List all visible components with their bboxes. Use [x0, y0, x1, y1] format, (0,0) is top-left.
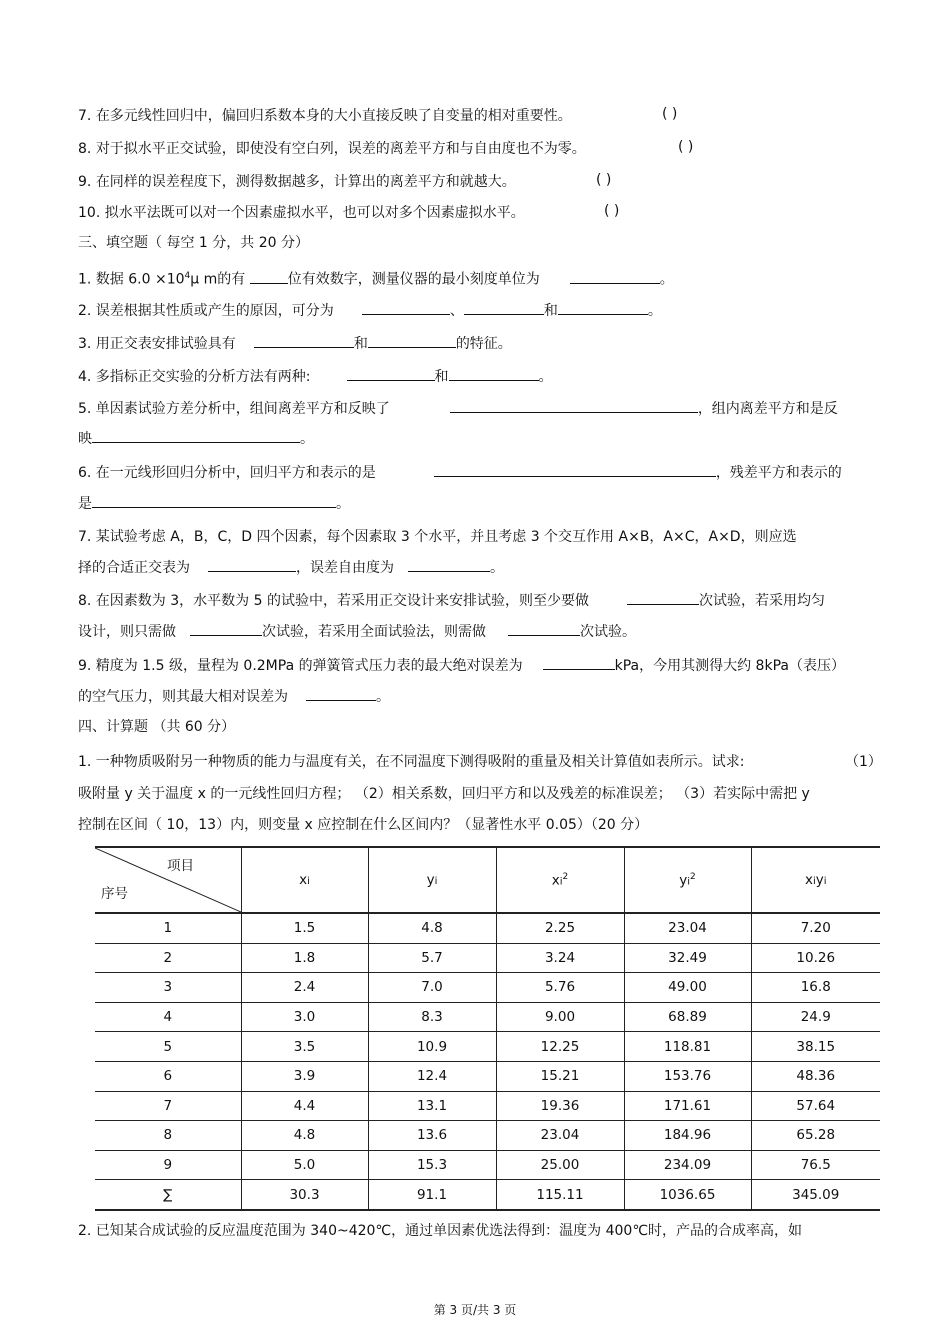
blank[interactable] — [254, 333, 354, 348]
judge-mark-8: ( ) — [678, 139, 694, 155]
table-cell: 12.4 — [368, 1061, 496, 1091]
table-cell: 2 — [95, 943, 241, 973]
table-cell: 1.5 — [241, 913, 368, 943]
table-cell: 3.5 — [241, 1032, 368, 1062]
table-cell: 23.04 — [496, 1121, 624, 1151]
table-cell: 8.3 — [368, 1002, 496, 1032]
blank[interactable] — [306, 686, 376, 701]
table-cell: 3.0 — [241, 1002, 368, 1032]
table-row — [95, 1180, 880, 1210]
table-row — [95, 1002, 880, 1032]
table-cell: 25.00 — [496, 1150, 624, 1180]
table-corner-cell — [95, 847, 241, 913]
table-cell: 76.5 — [751, 1150, 880, 1180]
table-cell: 19.36 — [496, 1091, 624, 1121]
blank[interactable] — [627, 590, 699, 605]
table-cell: 15.21 — [496, 1061, 624, 1091]
table-cell: 4.4 — [241, 1091, 368, 1121]
blank[interactable] — [250, 269, 288, 284]
fill-heading: 三、填空题（ 每空 1 分，共 20 分） — [78, 235, 309, 251]
blank[interactable] — [434, 462, 716, 477]
table-cell: 184.96 — [624, 1121, 751, 1151]
table-cell: ∑ — [95, 1180, 241, 1210]
table-cell: 10.26 — [751, 943, 880, 973]
col-header-xi2: $xi^2$ — [496, 847, 624, 913]
calc-q1-line1-tail: （1） — [845, 754, 882, 770]
table-cell: 4 — [95, 1002, 241, 1032]
data-table — [95, 846, 880, 1211]
calc-heading: 四、计算题 （共 60 分） — [78, 719, 236, 735]
fill-q5-line2: 映 。 — [78, 428, 314, 449]
blank[interactable] — [208, 557, 296, 572]
fill-q4: 4. 多指标正交实验的分析方法有两种: 和 。 — [78, 366, 553, 387]
table-cell: 13.6 — [368, 1121, 496, 1151]
table-cell: 345.09 — [751, 1180, 880, 1210]
table-row — [95, 913, 880, 943]
table-cell: 68.89 — [624, 1002, 751, 1032]
corner-label-index: 序号 — [101, 886, 128, 902]
table-cell: 57.64 — [751, 1091, 880, 1121]
table-cell: 118.81 — [624, 1032, 751, 1062]
table-row — [95, 943, 880, 973]
table-cell: 2.25 — [496, 913, 624, 943]
col-header-xiyi: xiyi — [751, 847, 880, 913]
table-cell: 3.9 — [241, 1061, 368, 1091]
table-cell: 2.4 — [241, 973, 368, 1003]
judge-item-7: 7. 在多元线性回归中，偏回归系数本身的大小直接反映了自变量的相对重要性。 — [78, 108, 572, 124]
blank[interactable] — [508, 621, 580, 636]
table-cell: 32.49 — [624, 943, 751, 973]
calc-q2-line1: 2. 已知某合成试验的反应温度范围为 340~420℃，通过单因素优选法得到：温度为 400℃时，产品的合成率高，如 — [78, 1223, 803, 1239]
judge-mark-7: ( ) — [662, 106, 678, 122]
fill-q6-line2: 是 。 — [78, 493, 350, 514]
table-cell: 234.09 — [624, 1150, 751, 1180]
judge-mark-9: ( ) — [596, 172, 612, 188]
blank[interactable] — [450, 398, 698, 413]
table-cell: 49.00 — [624, 973, 751, 1003]
calc-q1-line3: 控制在区间（ 10，13）内，则变量 x 应控制在什么区间内？（显著性水平 0.05）（20 分） — [78, 817, 649, 833]
table-cell: 1036.65 — [624, 1180, 751, 1210]
table-row — [95, 1150, 880, 1180]
table-cell: 24.9 — [751, 1002, 880, 1032]
table-cell: 5.0 — [241, 1150, 368, 1180]
table-cell: 4.8 — [368, 913, 496, 943]
table-cell: 1.8 — [241, 943, 368, 973]
table-cell: 15.3 — [368, 1150, 496, 1180]
table-cell: 153.76 — [624, 1061, 751, 1091]
blank[interactable] — [408, 557, 490, 572]
table-cell: 3 — [95, 973, 241, 1003]
blank[interactable] — [570, 269, 660, 284]
table-cell: 38.15 — [751, 1032, 880, 1062]
blank[interactable] — [464, 300, 544, 315]
fill-q8-line1: 8. 在因素数为 3，水平数为 5 的试验中，若采用正交设计来安排试验，则至少要做 次试验，若采用均匀 — [78, 590, 825, 611]
table-cell: 6 — [95, 1061, 241, 1091]
table-cell: 7.0 — [368, 973, 496, 1003]
calc-q1-line2: 吸附量 y 关于温度 x 的一元线性回归方程； （2）相关系数，回归平方和以及残差的标准误差； （3）若实际中需把 y — [78, 786, 810, 802]
table-row — [95, 1121, 880, 1151]
table-cell: 5.7 — [368, 943, 496, 973]
table-cell: 7.20 — [751, 913, 880, 943]
fill-q5-line1: 5. 单因素试验方差分析中，组间离差平方和反映了 ，组内离差平方和是反 — [78, 398, 838, 419]
blank[interactable] — [558, 300, 648, 315]
table-cell: 115.11 — [496, 1180, 624, 1210]
judge-item-10: 10. 拟水平法既可以对一个因素虚拟水平，也可以对多个因素虚拟水平。 — [78, 205, 525, 221]
table-row — [95, 1091, 880, 1121]
judge-item-8: 8. 对于拟水平正交试验，即使没有空白列，误差的离差平方和与自由度也不为零。 — [78, 141, 586, 157]
blank[interactable] — [347, 366, 435, 381]
blank[interactable] — [449, 366, 539, 381]
table-cell: 9.00 — [496, 1002, 624, 1032]
table-row — [95, 973, 880, 1003]
table-cell: 48.36 — [751, 1061, 880, 1091]
blank[interactable] — [362, 300, 450, 315]
blank[interactable] — [92, 493, 336, 508]
table-cell: 30.3 — [241, 1180, 368, 1210]
table-cell: 12.25 — [496, 1032, 624, 1062]
blank[interactable] — [190, 621, 262, 636]
blank[interactable] — [92, 428, 300, 443]
table-cell: 171.61 — [624, 1091, 751, 1121]
table-cell: 5 — [95, 1032, 241, 1062]
table-row — [95, 1032, 880, 1062]
fill-q8-line2: 设计，则只需做 次试验，若采用全面试验法，则需做 次试验。 — [78, 621, 636, 642]
calc-q1-line1: 1. 一种物质吸附另一种物质的能力与温度有关，在不同温度下测得吸附的重量及相关计算值如表所示。试求: — [78, 754, 745, 770]
table-cell: 16.8 — [751, 973, 880, 1003]
col-header-xi: xi — [241, 847, 368, 913]
table-cell: 65.28 — [751, 1121, 880, 1151]
col-header-yi: yi — [368, 847, 496, 913]
judge-mark-10: ( ) — [604, 203, 620, 219]
table-cell: 8 — [95, 1121, 241, 1151]
table-cell: 9 — [95, 1150, 241, 1180]
table-cell: 10.9 — [368, 1032, 496, 1062]
blank[interactable] — [368, 333, 456, 348]
table-cell: 91.1 — [368, 1180, 496, 1210]
corner-label-item: 项目 — [167, 858, 194, 874]
fill-q3: 3. 用正交表安排试验具有 和 的特征。 — [78, 333, 512, 354]
table-cell: 4.8 — [241, 1121, 368, 1151]
blank[interactable] — [543, 655, 615, 670]
table-cell: 13.1 — [368, 1091, 496, 1121]
col-header-yi2: $yi^2$ — [624, 847, 751, 913]
fill-q6-line1: 6. 在一元线形回归分析中，回归平方和表示的是 ，残差平方和表示的 — [78, 462, 842, 483]
fill-q7-line2: 择的合适正交表为 ，误差自由度为 。 — [78, 557, 504, 578]
fill-q1: 1. 数据 $6.0 \times 10^4\mu$ m的有 位有效数字，测量仪器的最小刻度单位为 。 — [78, 266, 674, 290]
table-cell: 1 — [95, 913, 241, 943]
judge-item-9: 9. 在同样的误差程度下，测得数据越多，计算出的离差平方和就越大。 — [78, 174, 516, 190]
table-header-row — [95, 847, 880, 913]
fill-q9-line1: 9. 精度为 1.5 级，量程为 0.2MPa 的弹簧管式压力表的最大绝对误差为 kPa，今用其测得大约 8kPa（表压） — [78, 655, 845, 676]
table-cell: 23.04 — [624, 913, 751, 943]
fill-q2: 2. 误差根据其性质或产生的原因，可分为 、 和 。 — [78, 300, 662, 321]
fill-q7-line1: 7. 某试验考虑 A，B，C，D 四个因素，每个因素取 3 个水平，并且考虑 3 个交互作用 A×B，A×C，A×D，则应选 — [78, 529, 797, 545]
table-cell: 7 — [95, 1091, 241, 1121]
table-cell: 3.24 — [496, 943, 624, 973]
fill-q9-line2: 的空气压力，则其最大相对误差为 。 — [78, 686, 390, 707]
table-row — [95, 1061, 880, 1091]
table-cell: 5.76 — [496, 973, 624, 1003]
page-footer: 第 3 页/共 3 页 — [433, 1303, 517, 1317]
